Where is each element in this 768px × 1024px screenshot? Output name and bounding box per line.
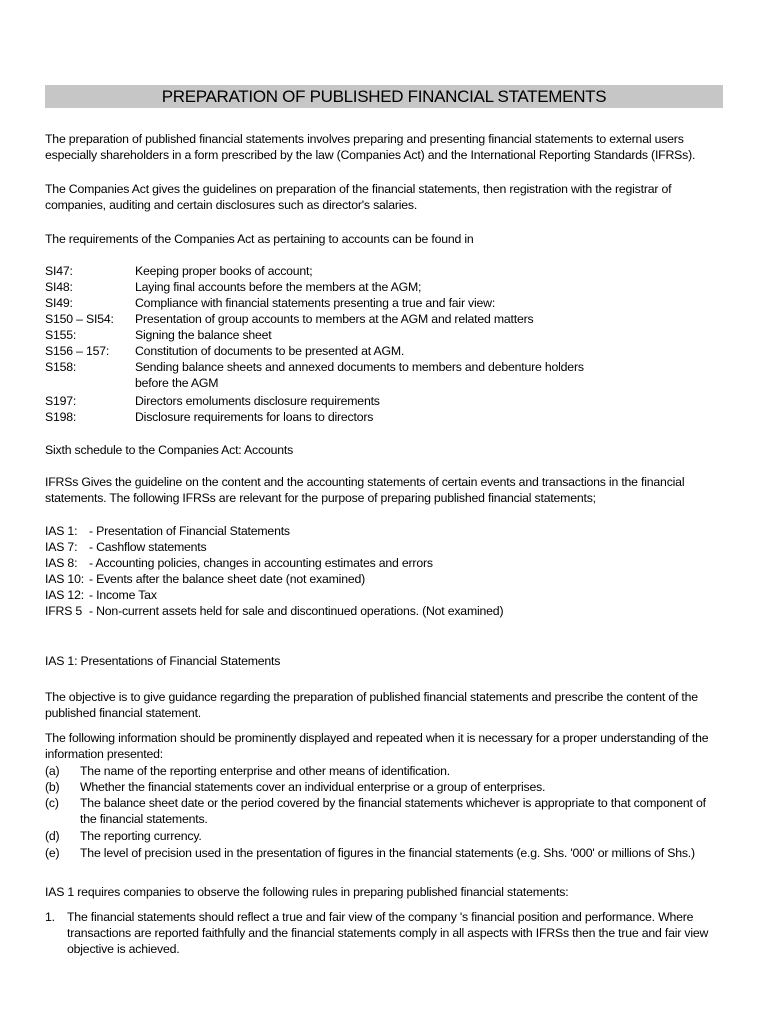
ias-row [45, 523, 290, 539]
ias-text: - Accounting policies, changes in accounting estimates and errors [89, 556, 433, 570]
ias-code: IAS 8: [45, 556, 78, 570]
ias-row [45, 587, 157, 603]
section-row [45, 295, 725, 311]
rule-text: The financial statements should reflect a true and fair view of the company 's financial position and performance. Where transactions are reported faithfully and the financial statements comply in all aspects with IFRSs then the true and fair view objective is achieved. [67, 910, 709, 956]
section-text: Presentation of group accounts to members at the AGM and related matters [135, 312, 534, 326]
ias-row [45, 555, 433, 571]
info-list-item [45, 845, 725, 861]
ias-row [45, 571, 365, 587]
section-text: Compliance with financial statements presenting a true and fair view: [135, 296, 496, 310]
document-title: PREPARATION OF PUBLISHED FINANCIAL STATEMENTS [45, 85, 723, 108]
info-list-key: (d) [45, 829, 60, 843]
section-row [45, 359, 725, 391]
info-list-key: (a) [45, 764, 60, 778]
section-text: Directors emoluments disclosure requirements [135, 394, 380, 408]
ias-text: - Events after the balance sheet date (not examined) [89, 572, 366, 586]
ias-text: - Presentation of Financial Statements [89, 524, 290, 538]
info-list-item [45, 779, 725, 795]
ias-text: - Income Tax [89, 588, 157, 602]
section-code: S158: [45, 360, 77, 374]
info-list-text: Whether the financial statements cover an individual enterprise or a group of enterprises. [80, 780, 546, 794]
ias1-heading: IAS 1: Presentations of Financial Statements [45, 654, 281, 668]
section-code: SI47: [45, 264, 73, 278]
ias-code: IAS 7: [45, 540, 78, 554]
info-list-key: (c) [45, 796, 59, 810]
section-row [45, 409, 725, 425]
section-row [45, 327, 725, 343]
ias-text: - Cashflow statements [89, 540, 207, 554]
section-code: SI48: [45, 280, 73, 294]
section-text: Keeping proper books of account; [135, 264, 313, 278]
info-list-key: (e) [45, 846, 60, 860]
intro-paragraph-3: The requirements of the Companies Act as pertaining to accounts can be found in [45, 232, 474, 246]
info-list-text: The name of the reporting enterprise and other means of identification. [80, 764, 450, 778]
section-code: S197: [45, 394, 77, 408]
section-code: SI49: [45, 296, 73, 310]
intro-paragraph-1: The preparation of published financial statements involves preparing and presenting financial statements to external users especially shareholders in a form prescribed by the law (Companies Act) and the International Reporting Standards (IFRSs). [45, 132, 696, 162]
ias-code: IFRS 5 [45, 604, 83, 618]
section-text: Sending balance sheets and annexed documents to members and debenture holders before the AGM [135, 360, 584, 390]
rule-item [45, 909, 725, 957]
section-code: S155: [45, 328, 77, 342]
ias-code: IAS 10: [45, 572, 84, 586]
intro-paragraph-2: The Companies Act gives the guidelines on preparation of the financial statements, then registration with the registrar of companies, auditing and certain disclosures such as director's salaries. [45, 182, 672, 212]
section-row [45, 343, 725, 359]
info-list-text: The balance sheet date or the period covered by the financial statements whichever is appropriate to that component of the financial statements. [80, 796, 706, 826]
info-list-text: The reporting currency. [80, 829, 202, 843]
info-list-text: The level of precision used in the presentation of figures in the financial statements (e.g. Shs. '000' or millions of Shs.) [80, 846, 695, 860]
section-code: S150 – SI54: [45, 312, 114, 326]
following-info-paragraph: The following information should be prominently displayed and repeated when it is necessary for a proper understanding of the information presented: [45, 731, 709, 761]
ias-text: - Non-current assets held for sale and discontinued operations. (Not examined) [89, 604, 504, 618]
section-text: Laying final accounts before the members at the AGM; [135, 280, 422, 294]
ias-code: IAS 1: [45, 524, 78, 538]
section-row [45, 263, 725, 279]
sixth-schedule-line: Sixth schedule to the Companies Act: Accounts [45, 443, 294, 457]
info-list-item [45, 795, 725, 827]
ias-code: IAS 12: [45, 588, 84, 602]
section-text: Disclosure requirements for loans to directors [135, 410, 374, 424]
ias-row [45, 603, 503, 619]
info-list-item [45, 763, 725, 779]
section-row [45, 279, 725, 295]
section-row [45, 311, 725, 327]
objective-paragraph: The objective is to give guidance regarding the preparation of published financial statements and prescribe the content of the published financial statement. [45, 690, 698, 720]
section-code: S156 – 157: [45, 344, 110, 358]
info-list-item [45, 828, 725, 844]
ifrs-intro-paragraph: IFRSs Gives the guideline on the content and the accounting statements of certain events and transactions in the financial statements. The following IFRSs are relevant for the purpose of preparing published financial statements; [45, 475, 685, 505]
section-row [45, 393, 725, 409]
rule-number: 1. [45, 910, 55, 924]
ias-row [45, 539, 206, 555]
info-list-key: (b) [45, 780, 60, 794]
section-text: Constitution of documents to be presented at AGM. [135, 344, 405, 358]
section-text: Signing the balance sheet [135, 328, 272, 342]
rules-intro-paragraph: IAS 1 requires companies to observe the following rules in preparing published financial statements: [45, 885, 569, 899]
section-code: S198: [45, 410, 77, 424]
